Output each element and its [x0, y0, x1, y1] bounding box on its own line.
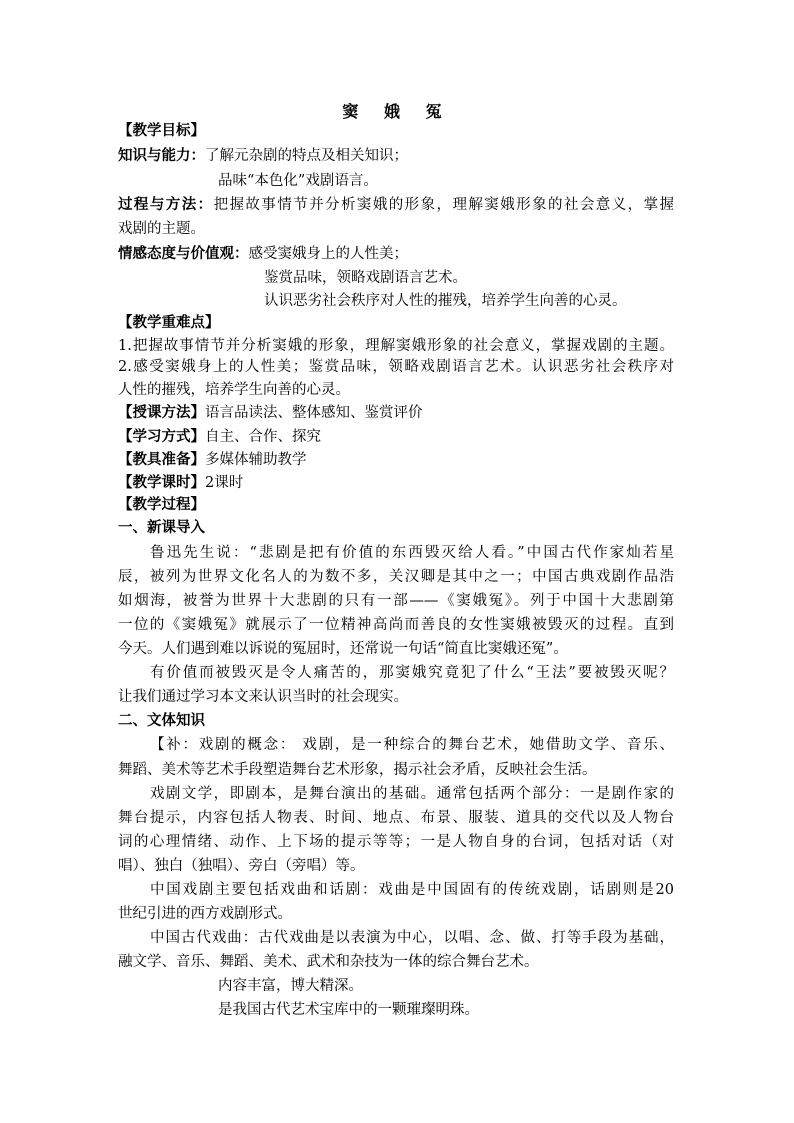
- emotion-line-3: 认识恶劣社会秩序对人性的摧残，培养学生向善的心灵。: [264, 293, 627, 309]
- section2-line-1: 【补：戏剧的概念： 戏剧，是一种综合的舞台艺术，她借助文学、音乐、: [150, 737, 674, 753]
- section1-line-4: 一位的《窦娥冤》就展示了一位精神高尚而善良的女性窦娥被毁灭的过程。直到: [118, 617, 674, 633]
- section2-line-4: 舞台提示，内容包括人物表、时间、地点、布景、服装、道具的交代以及人物台: [118, 810, 674, 826]
- section2-line-5: 词的心理情绪、动作、上下场的提示等等；一是人物自身的台词，包括对话（对: [118, 834, 674, 850]
- process-line-1: [118, 195, 674, 215]
- process-heading: 【教学过程】: [118, 496, 205, 513]
- knowledge-line-2: 品味“本色化”戏剧语言。: [218, 173, 378, 189]
- page-title: 窦 娥 冤: [342, 102, 452, 121]
- section2-line-10: 融文学、音乐、舞蹈、美术、武术和杂技为一体的综合舞台艺术。: [118, 954, 539, 970]
- process-label: 过程与方法：: [118, 196, 214, 213]
- key-point-2-line-2: 人性的摧残，培养学生向善的心灵。: [118, 382, 350, 398]
- knowledge-text-1: 了解元杂剧的特点及相关知识；: [205, 148, 408, 164]
- method-value: 语言品读法、整体感知、鉴赏评价: [205, 405, 423, 421]
- tools-line: [118, 450, 307, 470]
- tools-value: 多媒体辅助教学: [205, 452, 307, 468]
- study-label: 【学习方式】: [118, 428, 205, 445]
- section2-line-11: 内容丰富，博大精深。: [218, 978, 363, 994]
- key-points-heading: 【教学重难点】: [118, 314, 220, 331]
- method-label: 【授课方法】: [118, 404, 205, 421]
- section2-line-7: 中国戏剧主要包括戏曲和话剧：戏曲是中国固有的传统戏剧，话剧则是20: [150, 882, 674, 898]
- section2-line-3: 戏剧文学，即剧本，是舞台演出的基础。通常包括两个部分：一是剧作家的: [150, 786, 674, 802]
- study-line: [118, 427, 321, 447]
- section2-heading: 二、文体知识: [118, 712, 205, 729]
- section2-line-12: 是我国古代艺术宝库中的一颗璀璨明珠。: [218, 1002, 479, 1018]
- process-line-2: 戏剧的主题。: [118, 221, 205, 237]
- section1-line-1: 鲁迅先生说：“悲剧是把有价值的东西毁灭给人看。”中国古代作家灿若星: [150, 545, 674, 561]
- process-text-1: 把握故事情节并分析窦娥的形象，理解窦娥形象的社会意义，掌握: [213, 197, 675, 213]
- knowledge-line-1: [118, 146, 408, 166]
- tools-label: 【教具准备】: [118, 451, 205, 468]
- emotion-line-2: 鉴赏品味，领略戏剧语言艺术。: [264, 270, 467, 286]
- objectives-heading: 【教学目标】: [118, 122, 205, 139]
- section1-line-3: 如烟海，被誉为世界十大悲剧的只有一部——《窦娥冤》。列于中国十大悲剧第: [118, 593, 674, 609]
- section1-line-2: 辰，被列为世界文化名人的为数不多，关汉卿是其中之一；中国古典戏剧作品浩: [118, 569, 674, 585]
- section1-line-5: 今天。人们遇到难以诉说的冤屈时，还常说一句话“简直比窦娥还冤”。: [118, 641, 568, 657]
- emotion-text-1: 感受窦娥身上的人性美；: [248, 246, 408, 262]
- section1-line-6: 有价值而被毁灭是令人痛苦的，那窦娥究竟犯了什么“王法”要被毁灭呢？: [150, 665, 674, 681]
- knowledge-label: 知识与能力：: [118, 147, 205, 164]
- emotion-label: 情感态度与价值观：: [118, 245, 249, 262]
- method-line: [118, 403, 423, 423]
- section2-line-2: 舞蹈、美术等艺术手段塑造舞台艺术形象，揭示社会矛盾，反映社会生活。: [118, 762, 597, 778]
- section2-line-9: 中国古代戏曲：古代戏曲是以表演为中心，以唱、念、做、打等手段为基础，: [150, 930, 674, 946]
- key-point-1: 1.把握故事情节并分析窦娥的形象，理解窦娥形象的社会意义，掌握戏剧的主题。: [118, 338, 674, 354]
- hours-value: 2课时: [205, 475, 244, 491]
- emotion-line-1: [118, 244, 408, 264]
- section1-line-7: 让我们通过学习本文来认识当时的社会现实。: [118, 689, 408, 705]
- hours-line: [118, 473, 243, 493]
- section2-line-6: 唱）、独白（独唱）、旁白（旁唱）等。: [118, 858, 365, 874]
- study-value: 自主、合作、探究: [205, 429, 321, 445]
- key-point-2-line-1: 2.感受窦娥身上的人性美；鉴赏品味，领略戏剧语言艺术。认识恶劣社会秩序对: [118, 359, 674, 375]
- section1-heading: 一、新课导入: [118, 519, 205, 536]
- hours-label: 【教学课时】: [118, 474, 205, 491]
- section2-line-8: 世纪引进的西方戏剧形式。: [118, 906, 292, 922]
